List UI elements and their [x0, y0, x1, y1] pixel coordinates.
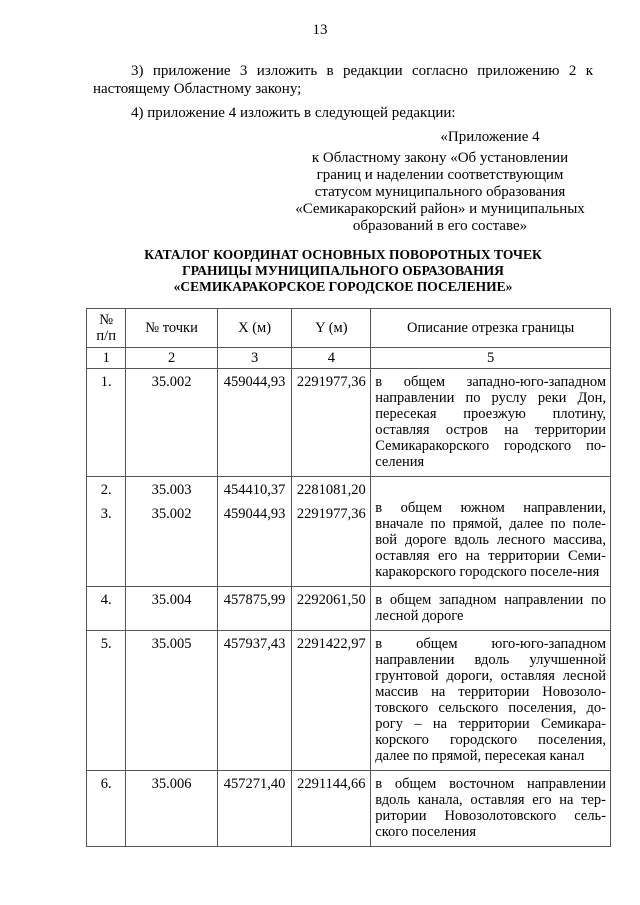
- appendix-line: к Областному закону «Об установлении: [311, 150, 569, 166]
- row-point: 35.006: [126, 771, 217, 847]
- appendix-title: «Приложение 4: [440, 129, 540, 145]
- row-desc: [371, 477, 611, 587]
- header-x: X (м): [217, 309, 292, 348]
- row-point: 35.005: [126, 631, 217, 771]
- paragraph-text: 3) приложение 3 изложить в редакции согласно приложению 2 к настоящему Областному закону;: [93, 63, 593, 97]
- row-x: 457271,40: [217, 771, 292, 847]
- column-number-row: [87, 348, 611, 369]
- row-num-a: 2.: [100, 482, 112, 498]
- paragraph-text: 4) приложение 4 изложить в следующей редакции:: [131, 105, 456, 121]
- column-number: 4: [292, 348, 371, 369]
- row-point-b: 35.002: [151, 506, 192, 522]
- row-x-a: 454410,37: [223, 482, 286, 498]
- row-x: 459044,93: [217, 369, 292, 477]
- page-number: 13: [312, 22, 328, 38]
- row-num-b: 3.: [100, 506, 112, 522]
- column-number: 2: [126, 348, 217, 369]
- row-num: 4.: [87, 587, 126, 631]
- appendix-line: «Семикаракорский район» и муниципальных: [295, 201, 585, 217]
- row-desc-text: в общем южном направлении, вначале по прямой, далее по поле-вой дороге вдоль лесного массива, оставляя его на территории Семи-каракорского городского поселе-ния: [375, 500, 606, 580]
- catalog-title-line: «СЕМИКАРАКОРСКОЕ ГОРОДСКОЕ ПОСЕЛЕНИЕ»: [173, 279, 513, 294]
- table-row: [87, 771, 611, 847]
- row-desc: в общем западном направлении по лесной дороге: [371, 587, 611, 631]
- coordinates-table: [86, 308, 611, 847]
- row-y: 2292061,50: [292, 587, 371, 631]
- header-desc: Описание отрезка границы: [371, 309, 611, 348]
- appendix-line: границ и наделении соответствующим: [316, 167, 564, 183]
- row-point: [126, 477, 217, 587]
- column-number: 1: [87, 348, 126, 369]
- column-number: 3: [217, 348, 292, 369]
- row-y-a: 2281081,20: [296, 482, 366, 498]
- row-num: [87, 477, 126, 587]
- row-y-b: 2291977,36: [296, 506, 366, 522]
- row-desc-spacer: [375, 482, 606, 500]
- row-point-a: 35.003: [151, 482, 192, 498]
- table-row: [87, 369, 611, 477]
- row-num: 6.: [87, 771, 126, 847]
- table-row: [87, 587, 611, 631]
- table-row: [87, 631, 611, 771]
- header-y: Y (м): [292, 309, 371, 348]
- catalog-title-line: ГРАНИЦЫ МУНИЦИПАЛЬНОГО ОБРАЗОВАНИЯ: [182, 263, 504, 278]
- header-num-line2: п/п: [96, 328, 116, 344]
- row-y: 2291422,97: [292, 631, 371, 771]
- row-x: 457875,99: [217, 587, 292, 631]
- row-point: 35.002: [126, 369, 217, 477]
- row-x-b: 459044,93: [223, 506, 286, 522]
- paragraph-item-4: [93, 104, 593, 122]
- row-desc: в общем юго-юго-западном направлении вдоль улучшенной грунтовой дороги, оставляя лесной массив на территории Новозоло-товского сельского поселения, до-рогу – на территории Семикара-корского городского поселения, далее по прямой, пересекая канал: [371, 631, 611, 771]
- row-desc: в общем восточном направлении вдоль канала, оставляя его на тер-ритории Новозолотовского сель-ского поселения: [371, 771, 611, 847]
- row-y: [292, 477, 371, 587]
- table-header-row: [87, 309, 611, 348]
- row-desc: в общем западно-юго-западном направлении по руслу реки Дон, пересекая проезжую плотину, оставляя остров на территории Семикаракорского городского по-селения: [371, 369, 611, 477]
- row-num: 5.: [87, 631, 126, 771]
- appendix-line: статусом муниципального образования: [314, 184, 566, 200]
- catalog-title-line: КАТАЛОГ КООРДИНАТ ОСНОВНЫХ ПОВОРОТНЫХ ТОЧЕК: [144, 247, 542, 262]
- row-y: 2291977,36: [292, 369, 371, 477]
- header-num-line1: №: [99, 312, 114, 328]
- table-row: [87, 477, 611, 587]
- row-point: 35.004: [126, 587, 217, 631]
- column-number: 5: [371, 348, 611, 369]
- appendix-caption: [290, 150, 590, 235]
- row-y: 2291144,66: [292, 771, 371, 847]
- row-x: [217, 477, 292, 587]
- row-num: 1.: [87, 369, 126, 477]
- paragraph-item-3: [93, 62, 593, 98]
- appendix-line: образований в его составе»: [352, 218, 528, 234]
- header-num: [87, 309, 126, 348]
- header-point: № точки: [126, 309, 217, 348]
- catalog-title: [93, 247, 593, 295]
- row-x: 457937,43: [217, 631, 292, 771]
